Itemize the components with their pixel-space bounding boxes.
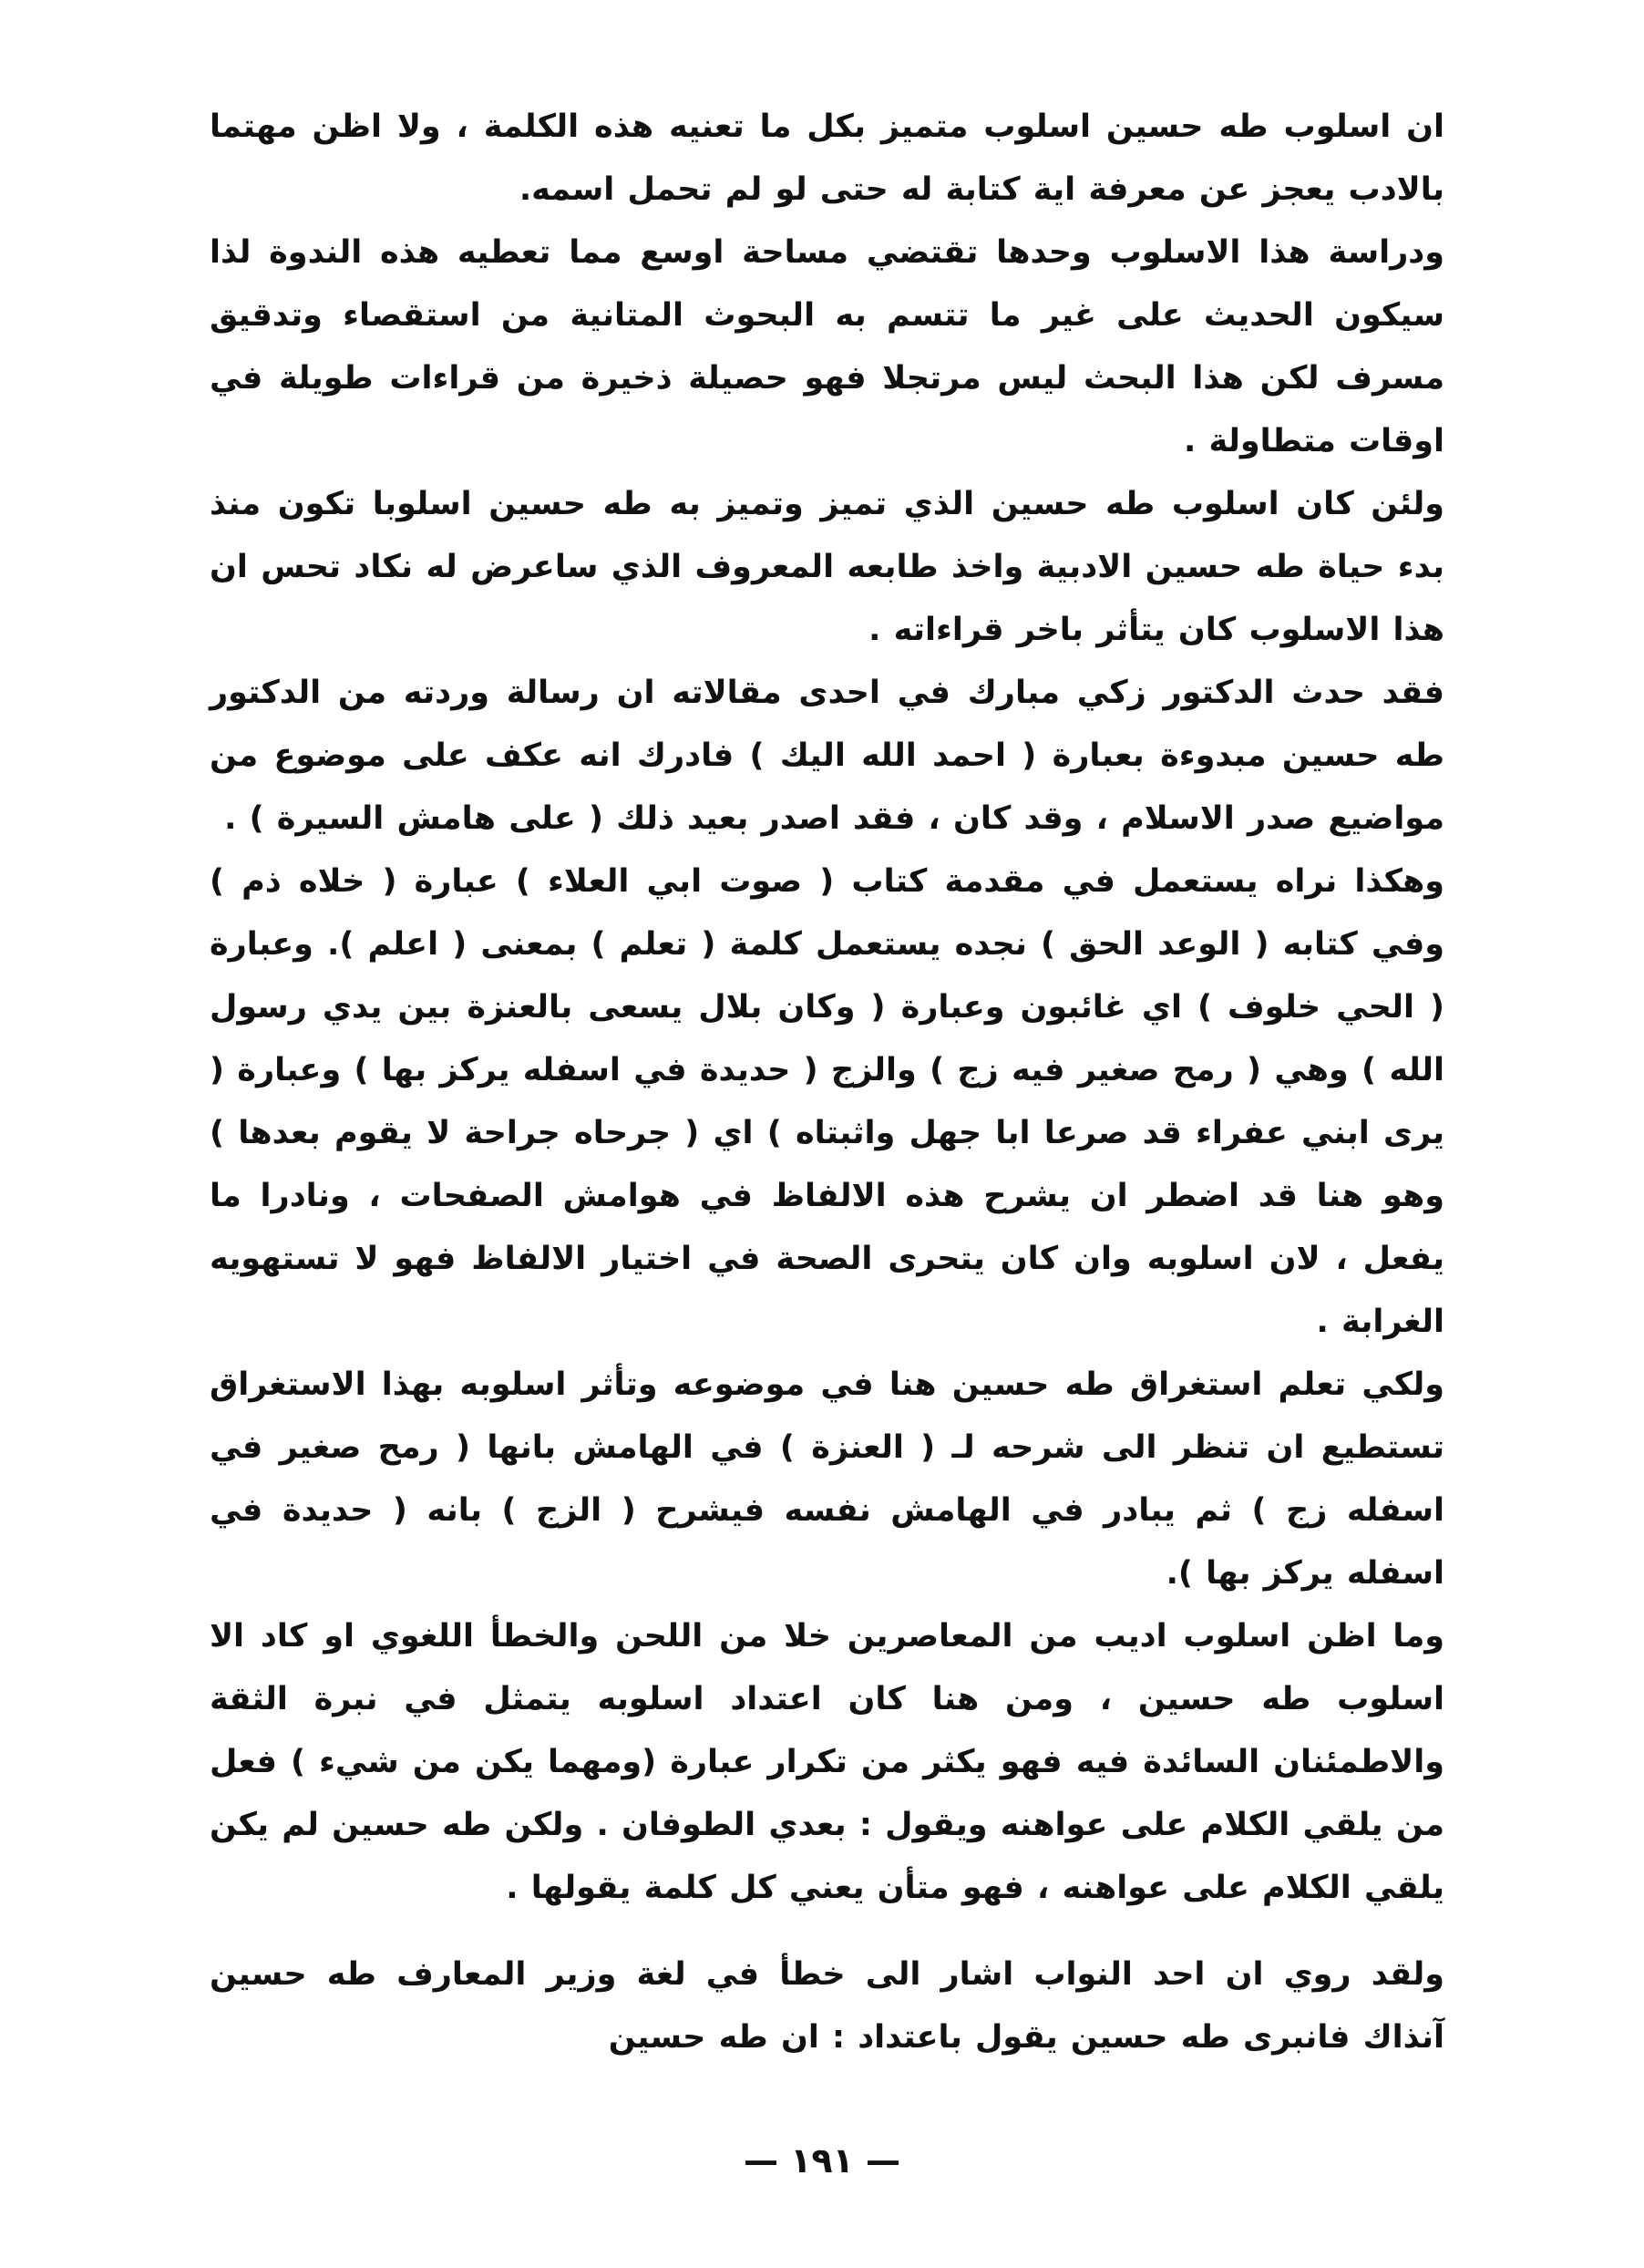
paragraph-4: فقد حدث الدكتور زكي مبارك في احدى مقالاته ان رسالة وردته من الدكتور طه حسين مبدوءة بعبارة ( احمد الله اليك ) فادرك انه عكف على موضوع من مواضيع صدر الاسلام ، وقد كان ، فقد اصدر بعيد ذلك ( على هامش السيرة ) . [210,675,1444,837]
body-text [210,96,1444,2069]
paragraph-3: ولئن كان اسلوب طه حسين الذي تميز وتميز به طه حسين اسلوبا تكون منذ بدء حياة طه حسين الادبية واخذ طابعه المعروف الذي ساعرض له نكاد تحس ان هذا الاسلوب كان يتأثر باخر قراءاته . [210,486,1444,648]
paragraph-6: ولكي تعلم استغراق طه حسين هنا في موضوعه وتأثر اسلوبه بهذا الاستغراق تستطيع ان تنظر الى شرحه لـ ( العنزة ) في الهامش بانها ( رمح صغير في اسفله زج ) ثم يبادر في الهامش نفسه فيشرح ( الزج ) بانه ( حديدة في اسفله يركز بها ). [210,1366,1444,1592]
paragraph-8: ولقد روي ان احد النواب اشار الى خطأ في لغة وزير المعارف طه حسين آنذاك فانبرى طه حسين يقول باعتداد : ان طه حسين [210,1956,1444,2056]
paragraph-1: ان اسلوب طه حسين اسلوب متميز بكل ما تعنيه هذه الكلمة ، ولا اظن مهتما بالادب يعجز عن معرفة اية كتابة له حتى لو لم تحمل اسمه. [210,108,1444,208]
page-number: — ١٩١ — [743,2140,901,2180]
paragraph-7: وما اظن اسلوب اديب من المعاصرين خلا من اللحن والخطأ اللغوي او كاد الا اسلوب طه حسين ، ومن هنا كان اعتداد اسلوبه يتمثل في نبرة الثقة والاطمئنان السائدة فيه فهو يكثر من تكرار عبارة (ومهما يكن من شيء ) فعل من يلقي الكلام على عواهنه ويقول : بعدي الطوفان . ولكن طه حسين لم يكن يلقي الكلام على عواهنه ، فهو متأن يعني كل كلمة يقولها . [210,1618,1444,1906]
paragraph-5: وهكذا نراه يستعمل في مقدمة كتاب ( صوت ابي العلاء ) عبارة ( خلاه ذم ) وفي كتابه ( الوعد الحق ) نجده يستعمل كلمة ( تعلم ) بمعنى ( اعلم ). وعبارة ( الحي خلوف ) اي غائبون وعبارة ( وكان بلال يسعى بالعنزة بين يدي رسول الله ) وهي ( رمح صغير فيه زج ) والزج ( حديدة في اسفله يركز بها ) وعبارة ( يرى ابني عفراء قد صرعا ابا جهل واثبتاه ) اي ( جرحاه جراحة لا يقوم بعدها ) وهو هنا قد اضطر ان يشرح هذه الالفاظ في هوامش الصفحات ، ونادرا ما يفعل ، لان اسلوبه وان كان يتحرى الصحة في اختيار الالفاظ فهو لا تستهويه الغرابة . [210,863,1444,1340]
paragraph-2: ودراسة هذا الاسلوب وحدها تقتضي مساحة اوسع مما تعطيه هذه الندوة لذا سيكون الحديث على غير ما تتسم به البحوث المتانية من استقصاء وتدقيق مسرف لكن هذا البحث ليس مرتجلا فهو حصيلة ذخيرة من قراءات طويلة في اوقات متطاولة . [210,234,1444,459]
